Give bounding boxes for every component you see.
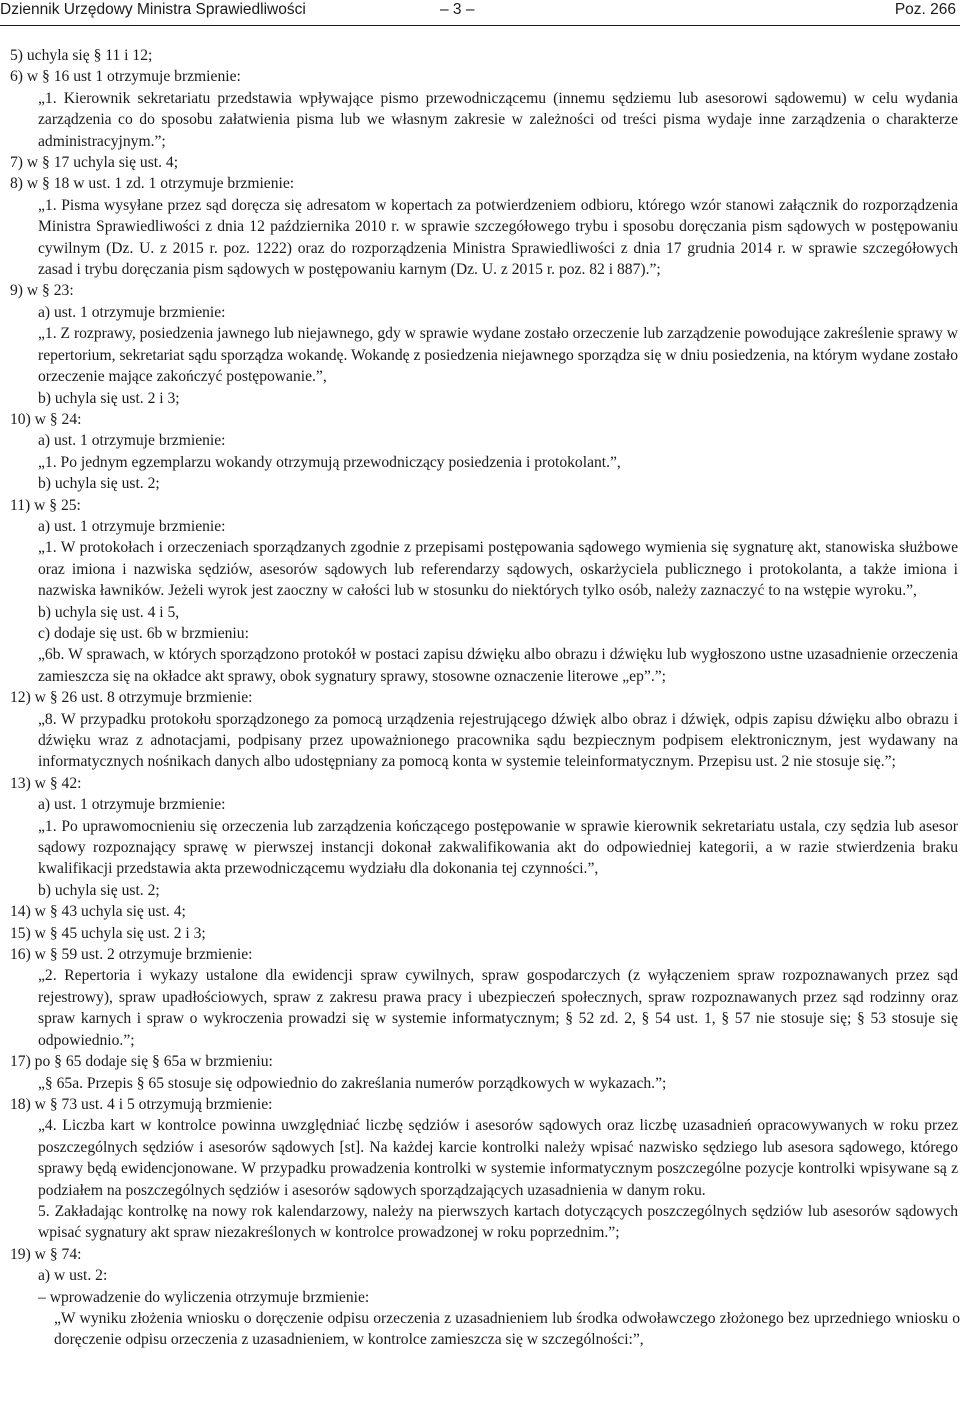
paragraph: b) uchyla się ust. 2;: [38, 881, 160, 899]
paragraph: a) ust. 1 otrzymuje brzmienie:: [38, 796, 226, 814]
paragraph: 6) w § 16 ust 1 otrzymuje brzmienie:: [10, 68, 241, 86]
paragraph: 16) w § 59 ust. 2 otrzymuje brzmienie:: [10, 946, 253, 964]
paragraph: „W wyniku złożenia wniosku o doręczenie odpisu orzeczenia z uzasadnieniem lub środka odwoławczego złożonego bez uprzedniego wniosku o doręczenie odpisu orzeczenia z uzasadnieniem, w kontrolce zamieszcza się w szczególności:”,: [54, 1309, 960, 1349]
header-rule: [0, 25, 960, 26]
paragraph: b) uchyla się ust. 4 i 5,: [38, 603, 180, 621]
paragraph: 10) w § 24:: [10, 410, 82, 428]
paragraph: 14) w § 43 uchyla się ust. 4;: [10, 903, 186, 921]
page-number: – 3 –: [440, 1, 475, 18]
paragraph: 7) w § 17 uchyla się ust. 4;: [10, 154, 179, 172]
paragraph: „§ 65a. Przepis § 65 stosuje się odpowiednio do zakreślania numerów porządkowych w wykazach.”;: [38, 1074, 667, 1092]
paragraph: 5. Zakładając kontrolkę na nowy rok kalendarzowy, należy na pierwszych kartach dotyczących poszczególnych sędziów lub asesorów sądowych wpisać sygnatury akt spraw niezakreślonych w kontrolce prowadzonej w roku poprzednim.”;: [38, 1202, 958, 1242]
paragraph: 11) w § 25:: [10, 496, 81, 514]
paragraph: 15) w § 45 uchyla się ust. 2 i 3;: [10, 924, 206, 942]
page-header: [0, 0, 960, 26]
paragraph: 8) w § 18 w ust. 1 zd. 1 otrzymuje brzmienie:: [10, 175, 295, 193]
journal-title: Dziennik Urzędowy Ministra Sprawiedliwości: [0, 1, 306, 18]
document-body: [0, 45, 960, 1351]
paragraph: 13) w § 42:: [10, 774, 82, 792]
paragraph: 9) w § 23:: [10, 282, 74, 300]
paragraph: „4. Liczba kart w kontrolce powinna uwzględniać liczbę sędziów i asesorów sądowych oraz liczbę uzasadnień opracowywanych w roku przez poszczególnych sędziów i asesorów sądowych [st]. Na każdej karcie kontrolki należy wpisać nazwisko sędziego lub asesora sądowego, którego sprawy będą ewidencjonowane. W przypadku prowadzenia kontrolki w systemie informatycznym poszczególne pozycje kontrolki wpisywane są z podziałem na poszczególnych sędziów i asesorów sądowych sporządzających uzasadnienia w danym roku.: [38, 1117, 958, 1199]
paragraph: „6b. W sprawach, w których sporządzono protokół w postaci zapisu dźwięku albo obrazu i dźwięku lub wygłoszono ustne uzasadnienie orzeczenia zamieszcza się na okładce akt sprawy, obok sygnatury sprawy, stosowne oznaczenie literowe „ep”.”;: [38, 646, 958, 685]
paragraph: c) dodaje się ust. 6b w brzmieniu:: [38, 624, 249, 642]
position-number: Poz. 266: [894, 1, 956, 18]
paragraph: „1. W protokołach i orzeczeniach sporządzanych zgodnie z przepisami postępowania sądowego wymienia się sygnaturę akt, stanowiska służbowe oraz imiona i nazwiska sędziów, asesorów sądowych lub referendarzy sądowych, oskarżyciela publicznego i protokolanta, a także imiona i nazwiska ławników. Jeżeli wyrok jest zaoczny w całości lub w stosunku do niektórych tylko osób, należy zaznaczyć to na wstępie wyroku.”,: [38, 539, 958, 600]
paragraph: b) uchyla się ust. 2 i 3;: [38, 389, 180, 407]
paragraph: 5) uchyla się § 11 i 12;: [10, 47, 153, 64]
paragraph: a) ust. 1 otrzymuje brzmienie:: [38, 303, 226, 321]
paragraph: „1. Po uprawomocnieniu się orzeczenia lub zarządzenia kończącego postępowanie w sprawie kierownik sekretariatu ustala, czy sędzia lub asesor sądowy rozpoznający sprawę w pierwszej instancji dokonał zakwalifikowania akt do odpowiedniej kategorii, a w razie stwierdzenia braku kwalifikacji przedstawia akta przewodniczącemu wydziału dla dokonania tej czynności.”,: [38, 817, 958, 878]
paragraph: „1. Kierownik sekretariatu przedstawia wpływające pismo przewodniczącemu (innemu sędziemu lub asesorowi sądowemu) w celu wydania zarządzenia co do sposobu załatwienia pisma lub we własnym zakresie w zależności od treści pisma wydaje inne zarządzenia o charakterze administracyjnym.”;: [38, 89, 958, 150]
paragraph: „1. Z rozprawy, posiedzenia jawnego lub niejawnego, gdy w sprawie wydane zostało orzeczenie lub zarządzenie powodujące zakreślenie sprawy w repertorium, sekretariat sądu sporządza wokandę. Wokandę z posiedzenia niejawnego sporządza się w dniu posiedzenia, na którym wydane zostało orzeczenie mające zakończyć postępowanie.”,: [38, 325, 958, 386]
paragraph: „2. Repertoria i wykazy ustalone dla ewidencji spraw cywilnych, spraw gospodarczych (z wyłączeniem spraw rozpoznawanych przez sąd rejestrowy), spraw upadłościowych, spraw z zakresu prawa pracy i ubezpieczeń społecznych, spraw rozpoznawanych przez sąd rodzinny oraz spraw karnych i spraw o wykroczenia prowadzi się w systemie informatycznym; § 52 zd. 2, § 54 ust. 1, § 57 nie stosuje się; § 53 stosuje się odpowiednio.”;: [38, 967, 958, 1049]
paragraph: „1. Po jednym egzemplarzu wokandy otrzymują przewodniczący posiedzenia i protokolant.”,: [38, 453, 621, 471]
paragraph: a) w ust. 2:: [38, 1267, 108, 1285]
paragraph: a) ust. 1 otrzymuje brzmienie:: [38, 517, 226, 535]
paragraph: 19) w § 74:: [10, 1245, 82, 1263]
paragraph: 12) w § 26 ust. 8 otrzymuje brzmienie:: [10, 689, 253, 707]
paragraph: 17) po § 65 dodaje się § 65a w brzmieniu:: [10, 1053, 273, 1071]
paragraph: „1. Pisma wysyłane przez sąd doręcza się adresatom w kopertach za potwierdzeniem odbioru, którego wzór stanowi załącznik do rozporządzenia Ministra Sprawiedliwości z dnia 12 października 2010 r. w sprawie szczegółowego trybu i sposobu doręczania pism sądowych w postępowaniu cywilnym (Dz. U. z 2015 r. poz. 1222) oraz do rozporządzenia Ministra Sprawiedliwości z dnia 17 grudnia 2014 r. w sprawie szczegółowych zasad i trybu doręczania pism sądowych w postępowaniu karnym (Dz. U. z 2015 r. poz. 82 i 887).”;: [38, 196, 958, 279]
paragraph: „8. W przypadku protokołu sporządzonego za pomocą urządzenia rejestrującego dźwięk albo obraz i dźwięk, odpis zapisu dźwięku albo obrazu i dźwięku wraz z adnotacjami, podpisany przez upoważnionego pracownika sądu bezpiecznym podpisem elektronicznym, jest wydawany na informatycznych nośnikach danych albo udostępniany za pomocą konta w systemie teleinformatycznym. Przepisu ust. 2 nie stosuje się.”;: [38, 710, 958, 771]
paragraph: a) ust. 1 otrzymuje brzmienie:: [38, 432, 226, 450]
paragraph: 18) w § 73 ust. 4 i 5 otrzymują brzmienie:: [10, 1095, 273, 1113]
paragraph: b) uchyla się ust. 2;: [38, 475, 160, 493]
paragraph: – wprowadzenie do wyliczenia otrzymuje brzmienie:: [38, 1288, 370, 1306]
